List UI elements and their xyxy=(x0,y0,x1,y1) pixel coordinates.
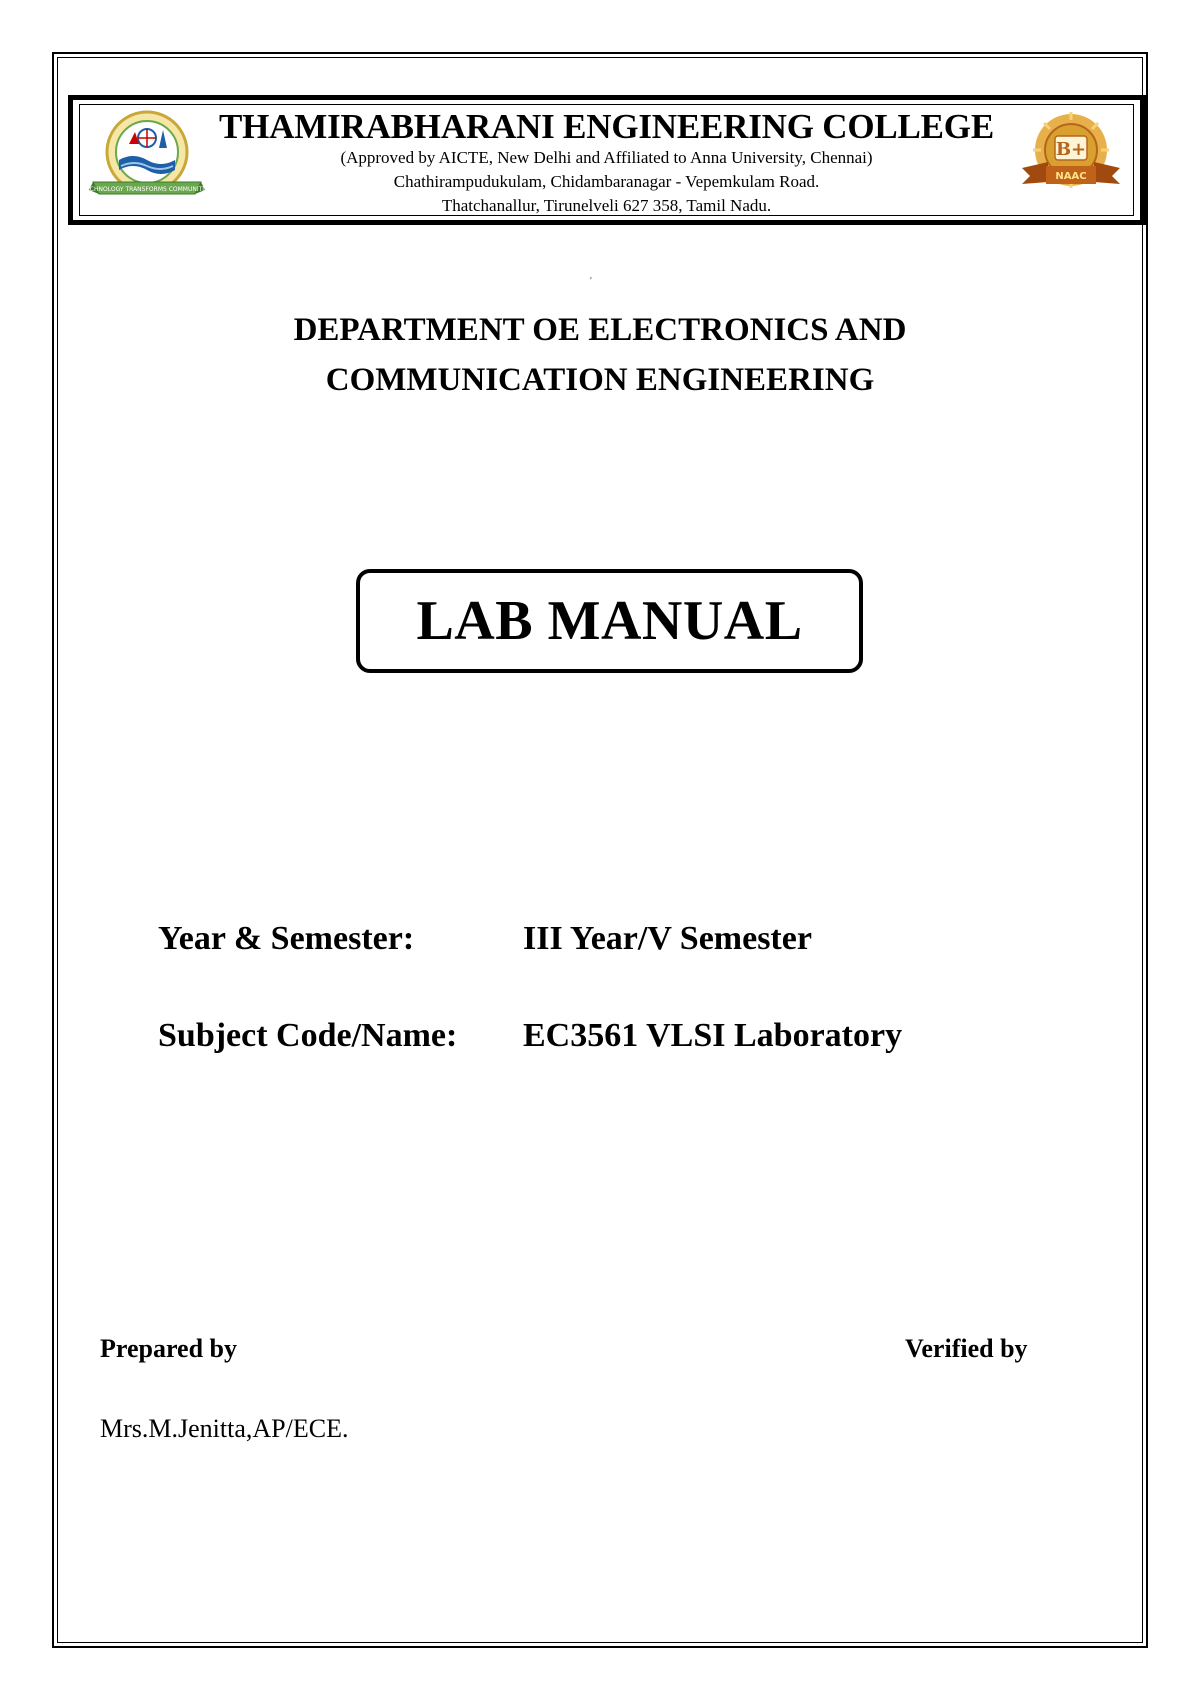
preparer-name: Mrs.M.Jenitta,AP/ECE. xyxy=(100,1414,349,1443)
stray-mark: ' xyxy=(590,276,592,287)
year-semester-value: III Year/V Semester xyxy=(523,920,812,957)
naac-label: NAAC xyxy=(1055,171,1087,182)
page-inner-border xyxy=(57,57,1143,1643)
lab-manual-title: LAB MANUAL xyxy=(416,590,803,652)
address-line-1: Chathirampudukulam, Chidambaranagar - Vepemkulam Road. xyxy=(393,172,820,191)
department-title xyxy=(0,305,1200,405)
college-header xyxy=(68,95,1148,225)
department-title-line-1: DEPARTMENT OE ELECTRONICS AND xyxy=(293,312,907,348)
department-title-line-2: COMMUNICATION ENGINEERING xyxy=(325,362,875,398)
college-name: THAMIRABHARANI ENGINEERING COLLEGE xyxy=(219,107,994,146)
address-line-2: Thatchanallur, Tirunelveli 627 358, Tamil Nadu. xyxy=(441,196,772,215)
subject-label: Subject Code/Name: xyxy=(158,1017,458,1054)
naac-badge-icon xyxy=(1018,110,1124,202)
approval-line: (Approved by AICTE, New Delhi and Affiliated to Anna University, Chennai) xyxy=(340,148,873,167)
verified-by-label: Verified by xyxy=(905,1334,1028,1363)
lab-manual-title-box xyxy=(356,569,863,673)
logo-banner-text: TECHNOLOGY TRANSFORMS COMMUNITIES xyxy=(82,186,212,193)
subject-value: EC3561 VLSI Laboratory xyxy=(523,1017,903,1054)
year-semester-label: Year & Semester: xyxy=(158,920,415,957)
prepared-by-label: Prepared by xyxy=(100,1334,237,1363)
naac-grade: B+ xyxy=(1055,139,1087,160)
